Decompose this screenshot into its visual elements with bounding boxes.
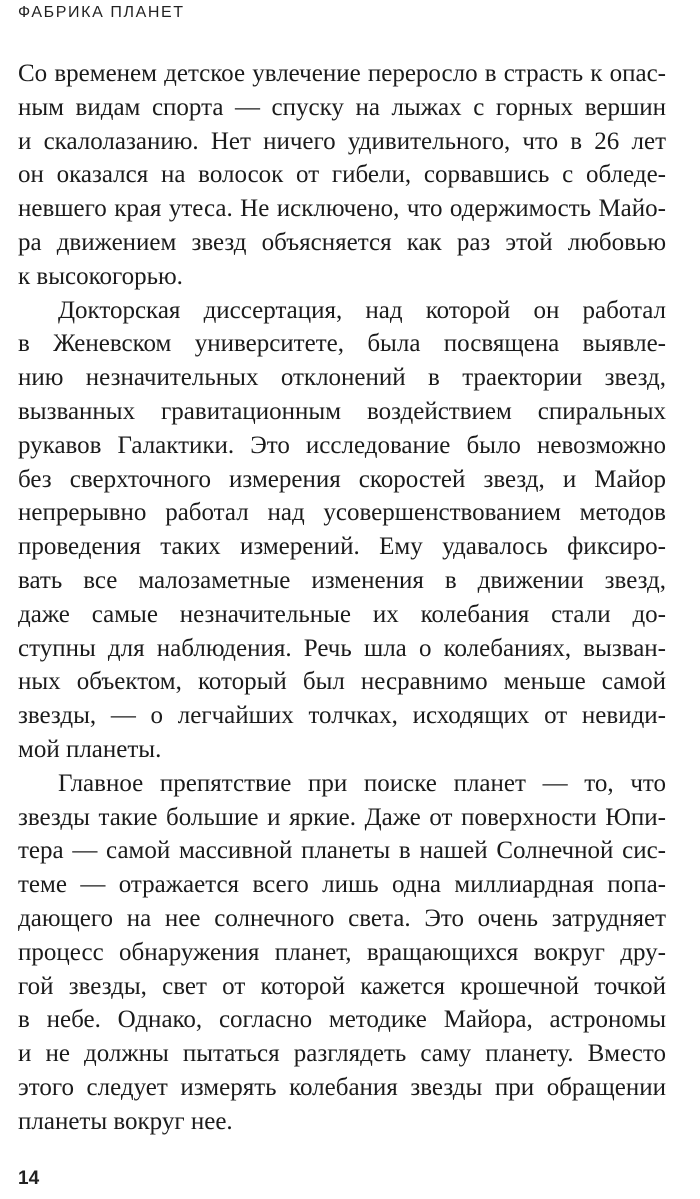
text-line: этого следует измерять колебания звезды при обращении [18,1073,666,1101]
text-line: мой планеты. [18,735,162,763]
text-line: теме — отражается всего лишь одна миллиардная попа- [18,871,666,899]
text-line: ных объектом, который был несравнимо меньше самой [18,668,666,696]
text-line: рукавов Галактики. Это исследование было невозможно [18,431,666,459]
text-line: даже самые незначительные их колебания стали до- [18,600,666,628]
text-line: гой звезды, свет от которой кажется крошечной точкой [18,972,666,1000]
text-line: невшего края утеса. Не исключено, что одержимость Майо- [18,195,666,223]
text-line: звезды, — о легчайших толчках, исходящих от невиди- [18,702,666,730]
text-line: он оказался на волосок от гибели, сорвавшись с обледе- [18,161,666,189]
paragraph-1 [18,57,666,294]
paragraph-2 [18,294,666,767]
text-line: Докторская диссертация, над которой он работал [58,296,666,324]
text-line: нию незначительных отклонений в траектории звезд, [18,364,666,392]
text-line: непрерывно работал над усовершенствованием методов [18,499,666,527]
text-line: дающего на нее солнечного света. Это очень затрудняет [18,904,666,932]
body-text [18,57,666,1139]
text-line: Главное препятствие при поиске планет — то, что [58,769,666,797]
text-line: вать все малозаметные изменения в движении звезд, [18,566,666,594]
text-line: процесс обнаружения планет, вращающихся вокруг дру- [18,938,666,966]
page-number: 14 [18,1168,40,1189]
text-line: проведения таких измерений. Ему удавалось фиксиро- [18,533,666,561]
running-head: ФАБРИКА ПЛАНЕТ [18,4,185,21]
text-line: ным видам спорта — спуску на лыжах с горных вершин [18,93,666,121]
text-line: звезды такие большие и яркие. Даже от поверхности Юпи- [18,803,666,831]
text-line: Со временем детское увлечение переросло в страсть к опас- [18,60,666,87]
text-line: к высокогорью. [18,262,183,290]
text-line: вызванных гравитационным воздействием спиральных [18,397,666,425]
text-line: в Женевском университете, была посвящена выявле- [18,330,666,358]
text-line: тера — самой массивной планеты в нашей Солнечной сис- [18,837,666,865]
text-line: в небе. Однако, согласно методике Майора, астрономы [18,1006,666,1034]
text-line: и скалолазанию. Нет ничего удивительного, что в 26 лет [18,127,666,155]
text-line: и не должны пытаться разглядеть саму планету. Вместо [18,1040,666,1068]
text-line: ра движением звезд объясняется как раз этой любовью [18,228,666,256]
paragraph-3 [18,767,666,1139]
text-line: ступны для наблюдения. Речь шла о колебаниях, вызван- [18,634,666,662]
text-line: без сверхточного измерения скоростей звезд, и Майор [18,465,666,493]
text-line: планеты вокруг нее. [18,1107,233,1135]
